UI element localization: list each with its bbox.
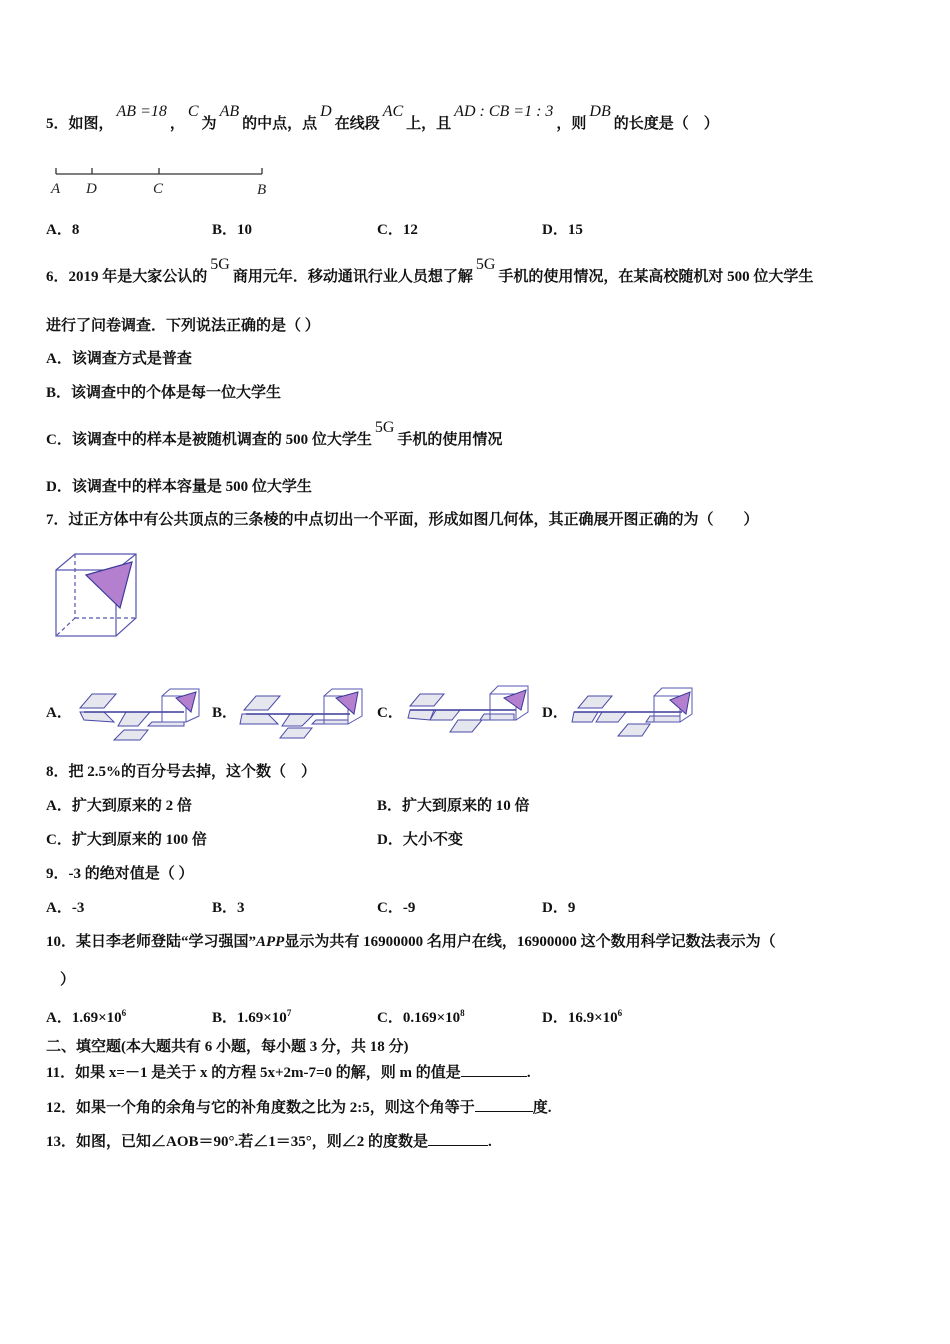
question-12 — [46, 1097, 552, 1118]
q6-option-d[interactable]: D．该调查中的样本容量是 500 位大学生 — [46, 479, 312, 495]
answer-blank[interactable] — [428, 1131, 488, 1146]
cut-triangle — [86, 562, 132, 608]
question-8: 8．把 2.5%的百分号去掉，这个数（ ） — [46, 764, 317, 780]
text: 上，且 — [406, 116, 452, 132]
net-figure-a — [74, 686, 204, 742]
math: DB — [589, 103, 611, 120]
answer-blank[interactable] — [461, 1062, 527, 1077]
question-6-line-1 — [46, 256, 814, 287]
math: D — [320, 103, 332, 120]
q7-option-c[interactable]: C． — [377, 705, 403, 721]
point-a-label: A — [51, 181, 61, 197]
text: 10．某日李老师登陆“学习强国” — [46, 934, 257, 950]
math: 5G — [475, 256, 496, 273]
q5-option-b[interactable]: B．10 — [212, 222, 253, 238]
exponent: 6 — [617, 1008, 623, 1018]
question-5 — [46, 103, 719, 134]
text: 为 — [201, 116, 217, 132]
q8-option-d[interactable]: D．大小不变 — [377, 832, 463, 848]
q10-option-a[interactable] — [46, 1003, 126, 1028]
text: 13．如图，已知∠AOB＝90°.若∠1＝35°，则∠2 的度数是 — [46, 1134, 429, 1150]
question-9: 9．-3 的绝对值是（ ） — [46, 866, 194, 882]
segment-figure — [48, 162, 278, 198]
question-11 — [46, 1062, 531, 1083]
q9-option-a[interactable]: A．-3 — [46, 900, 85, 916]
point-c-label: C — [153, 181, 164, 197]
math: AB — [219, 103, 240, 120]
math: AC — [382, 103, 404, 120]
net-figure-c — [406, 684, 536, 740]
section-heading: 二、填空题(本大题共有 6 小题，每小题 3 分，共 18 分) — [46, 1039, 409, 1055]
exponent: 6 — [121, 1008, 127, 1018]
text: 12．如果一个角的余角与它的补角度数之比为 2:5，则这个角等于 — [46, 1100, 475, 1116]
text: 商用元年．移动通讯行业人员想了解 — [232, 269, 473, 285]
option-text: B．1.69×10 — [212, 1010, 287, 1026]
q9-option-b[interactable]: B．3 — [212, 900, 245, 916]
q7-option-a[interactable]: A． — [46, 705, 72, 721]
question-10-close: ） — [60, 972, 76, 988]
q5-option-c[interactable]: C．12 — [377, 222, 418, 238]
question-7: 7．过正方体中有公共顶点的三条棱的中点切出一个平面，形成如图几何体，其正确展开图正确的为（ ） — [46, 512, 759, 528]
q5-option-d[interactable]: D．15 — [542, 222, 583, 238]
option-text: C．0.169×10 — [377, 1010, 461, 1026]
math: AB =18 — [116, 103, 167, 120]
q10-option-d[interactable] — [542, 1003, 622, 1028]
app-text: APP — [256, 934, 285, 950]
q10-option-b[interactable] — [212, 1003, 291, 1028]
exponent: 8 — [460, 1008, 465, 1018]
q7-option-d[interactable]: D． — [542, 705, 568, 721]
exponent: 7 — [286, 1008, 292, 1018]
text: 6．2019 年是大家公认的 — [46, 269, 208, 285]
answer-blank[interactable] — [475, 1097, 533, 1112]
math: C — [187, 103, 199, 120]
q5-number: 5．如图， — [46, 116, 114, 132]
q10-option-c[interactable] — [377, 1003, 465, 1028]
text: 11．如果 x=－1 是关于 x 的方程 5x+2m-7=0 的解，则 m 的值是 — [46, 1065, 461, 1081]
text: ，则 — [556, 116, 587, 132]
math: AD : CB =1 : 3 — [454, 103, 554, 120]
q9-option-d[interactable]: D．9 — [542, 900, 576, 916]
q8-option-a[interactable]: A．扩大到原来的 2 倍 — [46, 798, 192, 814]
point-d-label: D — [86, 181, 97, 197]
option-text: D．16.9×10 — [542, 1010, 618, 1026]
math: 5G — [374, 419, 395, 436]
net-figure-d — [570, 686, 700, 742]
net-figure-b — [238, 686, 368, 742]
q5-option-a[interactable]: A．8 — [46, 222, 80, 238]
text: 度. — [532, 1100, 552, 1116]
text: ， — [169, 116, 185, 132]
q6-option-a[interactable]: A．该调查方式是普查 — [46, 351, 192, 367]
text: 手机的使用情况 — [397, 432, 503, 448]
text: 手机的使用情况，在某高校随机对 500 位大学生 — [498, 269, 814, 285]
text: 的长度是（ ） — [613, 116, 719, 132]
text: 显示为共有 16900000 名用户在线，16900000 这个数用科学记数法表示为（ — [284, 934, 776, 950]
question-13 — [46, 1131, 492, 1152]
q6-option-b[interactable]: B．该调查中的个体是每一位大学生 — [46, 385, 282, 401]
q6-option-c[interactable] — [46, 419, 503, 450]
q8-option-b[interactable]: B．扩大到原来的 10 倍 — [377, 798, 530, 814]
cube-figure — [50, 550, 145, 645]
question-6-line-2: 进行了问卷调查．下列说法正确的是（ ） — [46, 318, 320, 334]
text: C．该调查中的样本是被随机调查的 500 位大学生 — [46, 432, 372, 448]
text: . — [526, 1065, 531, 1081]
option-text: A．1.69×10 — [46, 1010, 122, 1026]
text: . — [488, 1134, 492, 1150]
math: 5G — [210, 256, 230, 273]
question-10 — [46, 932, 776, 952]
q9-option-c[interactable]: C．-9 — [377, 900, 416, 916]
q8-option-c[interactable]: C．扩大到原来的 100 倍 — [46, 832, 207, 848]
text: 在线段 — [334, 116, 380, 132]
point-b-label: B — [257, 182, 267, 198]
q7-option-b[interactable]: B． — [212, 705, 238, 721]
text: 的中点，点 — [242, 116, 318, 132]
